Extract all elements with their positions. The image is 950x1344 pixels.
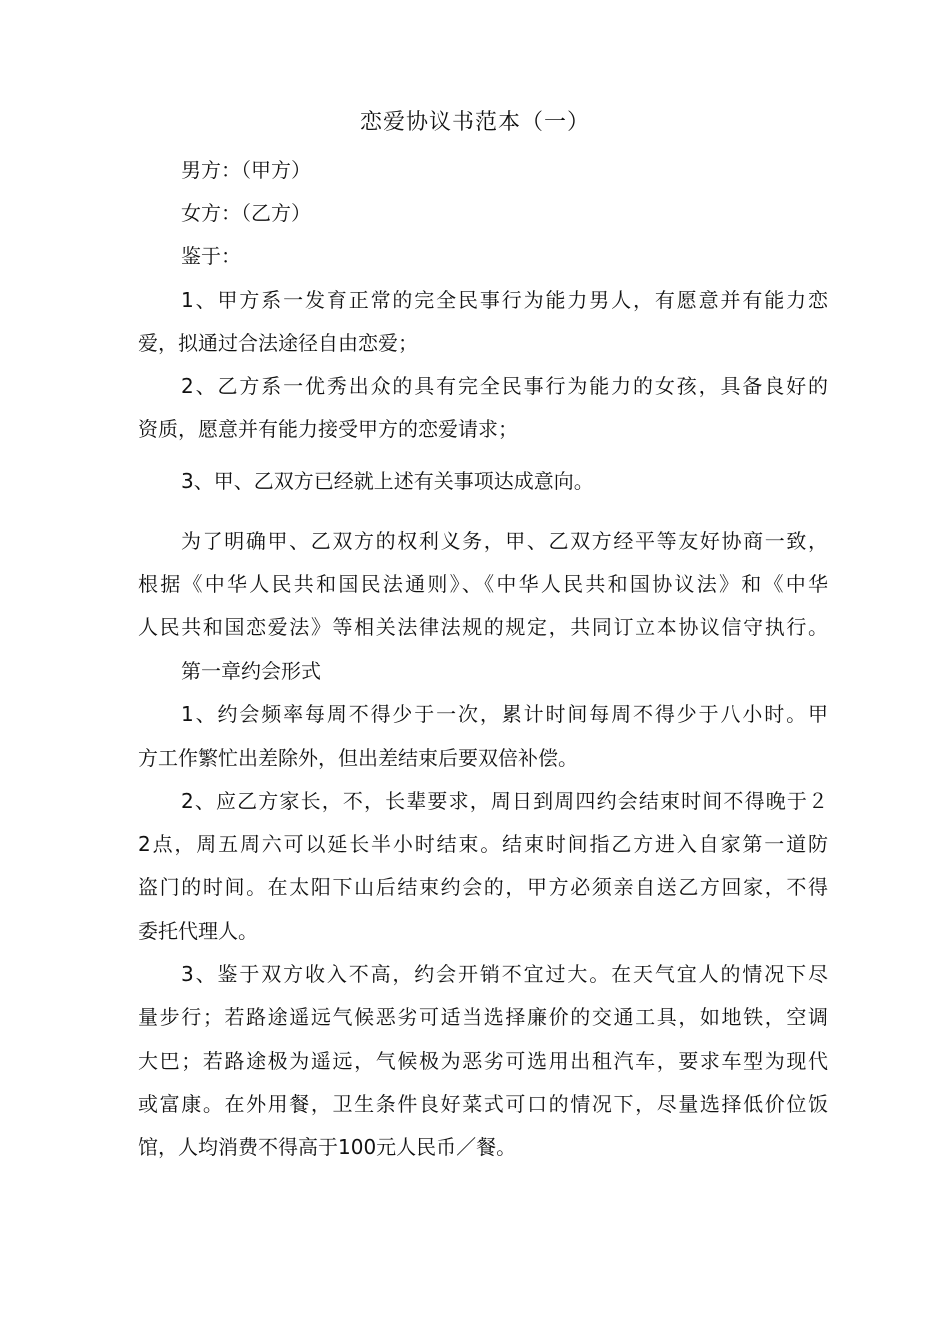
- paragraph-line: 人民共和国恋爱法》等相关法律法规的规定，共同订立本协议信守执行。: [138, 615, 828, 639]
- paragraph-line: 根据《中华人民共和国民法通则》、《中华人民共和国协议法》和《中华: [138, 572, 828, 596]
- paragraph-line: 2点，周五周六可以延长半小时结束。结束时间指乙方进入自家第一道防: [138, 832, 828, 856]
- paragraph-line: 盗门的时间。在太阳下山后结束约会的，甲方必须亲自送乙方回家，不得: [138, 875, 828, 899]
- paragraph-line: 3、甲、乙双方已经就上述有关事项达成意向。: [181, 469, 594, 493]
- paragraph-line: 2、应乙方家长，不，长辈要求，周日到周四约会结束时间不得晚于２: [181, 789, 828, 813]
- chapter-heading: 第一章约会形式: [181, 659, 321, 683]
- paragraph-line: 馆，人均消费不得高于100元人民币／餐。: [138, 1135, 517, 1159]
- paragraph-line: 爱，拟通过合法途径自由恋爱；: [138, 331, 418, 355]
- paragraph-line: 2、乙方系一优秀出众的具有完全民事行为能力的女孩，具备良好的: [181, 374, 828, 398]
- male-party-line: 男方：（甲方）: [181, 158, 311, 182]
- paragraph-line: 委托代理人。: [138, 919, 258, 943]
- whereas-heading: 鉴于：: [181, 244, 241, 268]
- paragraph-line: 1、甲方系一发育正常的完全民事行为能力男人，有愿意并有能力恋: [181, 288, 828, 312]
- paragraph-line: 资质，愿意并有能力接受甲方的恋爱请求；: [138, 417, 518, 441]
- paragraph-line: 3、鉴于双方收入不高，约会开销不宜过大。在天气宜人的情况下尽: [181, 962, 828, 986]
- document-title: 恋爱协议书范本（一）: [359, 110, 590, 135]
- paragraph-line: 大巴；若路途极为遥远，气候极为恶劣可选用出租汽车，要求车型为现代: [138, 1049, 828, 1073]
- paragraph-line: 1、约会频率每周不得少于一次，累计时间每周不得少于八小时。甲: [181, 702, 828, 726]
- female-party-line: 女方：（乙方）: [181, 201, 311, 225]
- paragraph-line: 方工作繁忙出差除外，但出差结束后要双倍补偿。: [138, 746, 578, 770]
- paragraph-line: 为了明确甲、乙双方的权利义务，甲、乙双方经平等友好协商一致，: [181, 529, 828, 553]
- paragraph-line: 量步行；若路途遥远气候恶劣可适当选择廉价的交通工具，如地铁，空调: [138, 1005, 828, 1029]
- paragraph-line: 或富康。在外用餐，卫生条件良好菜式可口的情况下，尽量选择低价位饭: [138, 1092, 828, 1116]
